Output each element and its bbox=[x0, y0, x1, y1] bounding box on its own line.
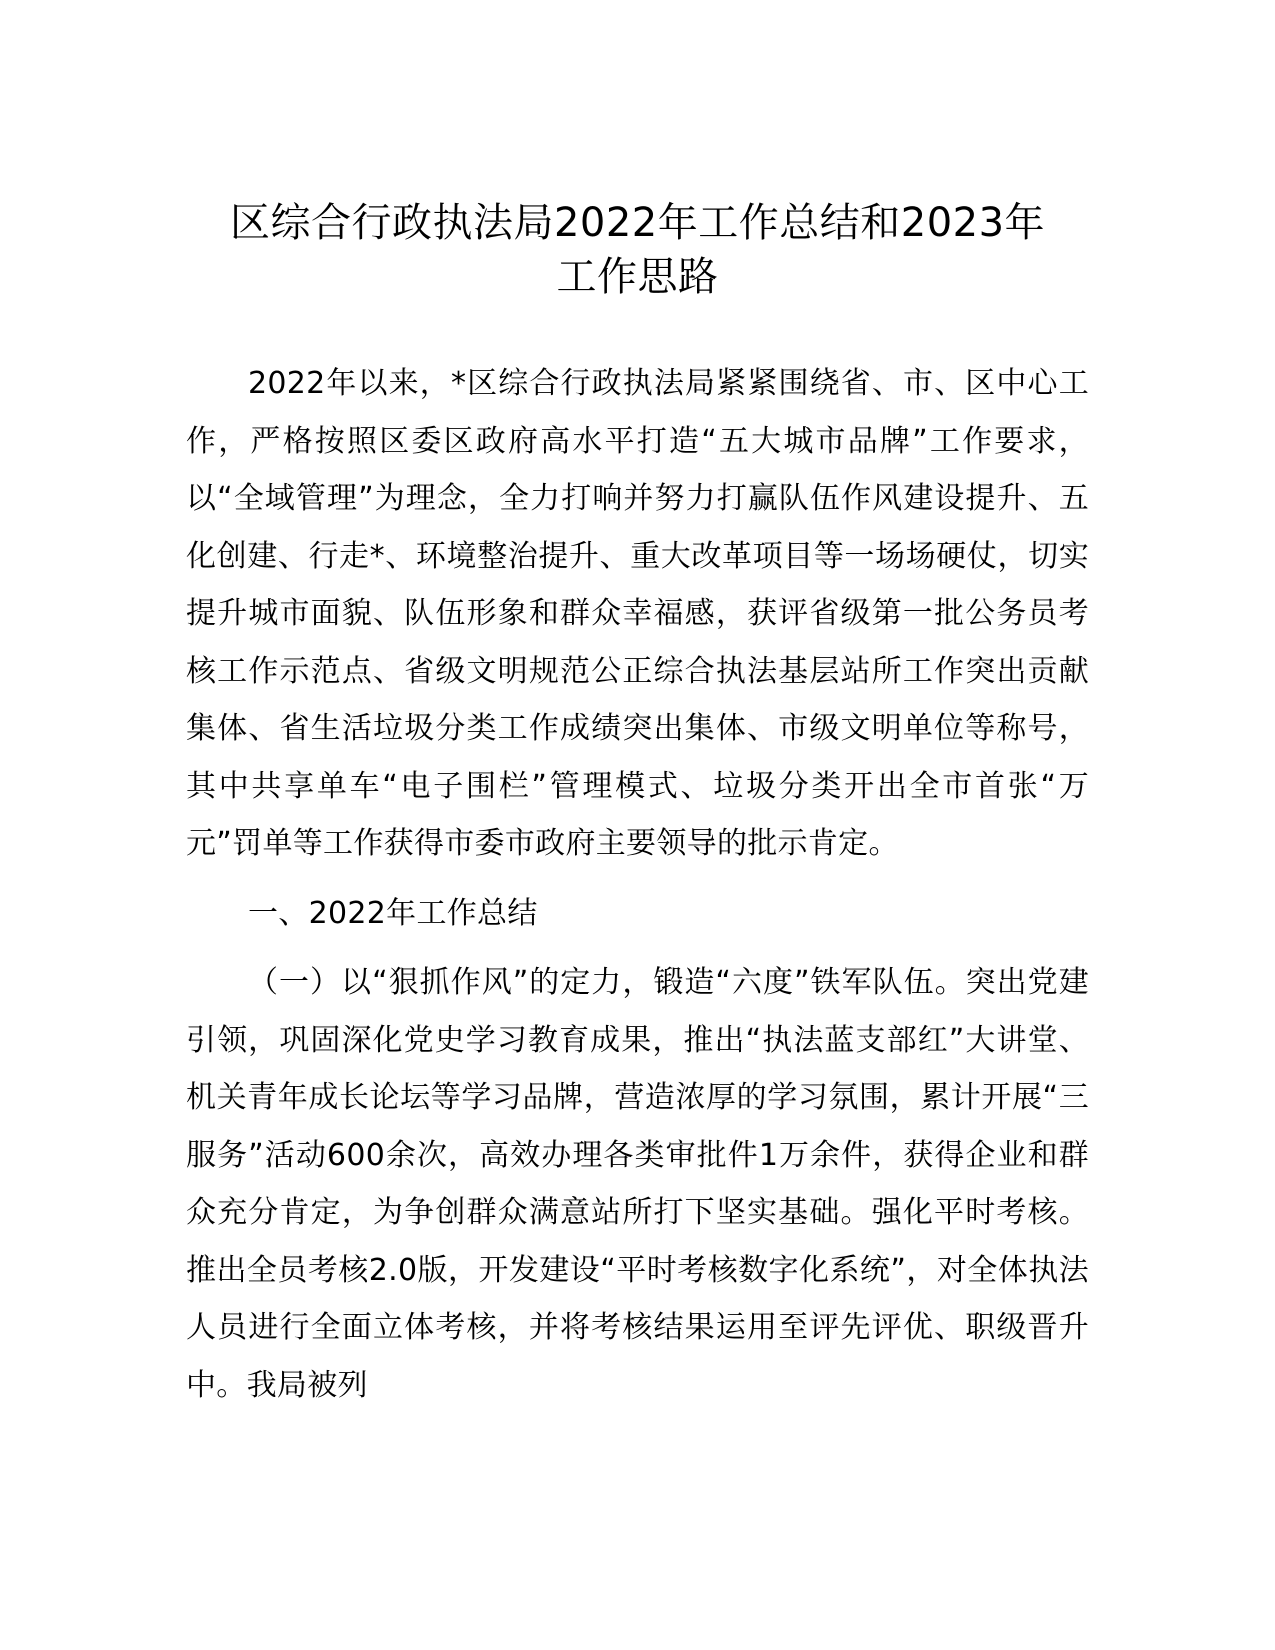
document-body bbox=[186, 355, 1089, 1414]
title-line-2: 工作思路 bbox=[556, 254, 719, 300]
section-heading: 一、2022年工作总结 bbox=[248, 895, 538, 931]
intro-paragraph: 2022年以来，*区综合行政执法局紧紧围绕省、市、区中心工作，严格按照区委区政府高水平打造“五大城市品牌”工作要求，以“全域管理”为理念，全力打响并努力打赢队伍作风建设提升、五化创建、行走*、环境整治提升、重大改革项目等一场场硬仗，切实提升城市面貌、队伍形象和群众幸福感，获评省级第一批公务员考核工作示范点、省级文明规范公正综合执法基层站所工作突出贡献集体、省生活垃圾分类工作成绩突出集体、市级文明单位等称号，其中共享单车“电子围栏”管理模式、垃圾分类开出全市首张“万元”罚单等工作获得市委市政府主要领导的批示肯定。 bbox=[186, 366, 1089, 861]
title-line-1: 区综合行政执法局2022年工作总结和2023年 bbox=[229, 200, 1046, 246]
document-title bbox=[175, 196, 1100, 304]
section-paragraph: （一）以“狠抓作风”的定力，锻造“六度”铁军队伍。突出党建引领，巩固深化党史学习教育成果，推出“执法蓝支部红”大讲堂、机关青年成长论坛等学习品牌，营造浓厚的学习氛围，累计开展“三服务”活动600余次，高效办理各类审批件1万余件，获得企业和群众充分肯定，为争创群众满意站所打下坚实基础。强化平时考核。推出全员考核2.0版，开发建设“平时考核数字化系统”，对全体执法人员进行全面立体考核，并将考核结果运用至评先评优、职级晋升中。我局被列 bbox=[186, 965, 1089, 1403]
